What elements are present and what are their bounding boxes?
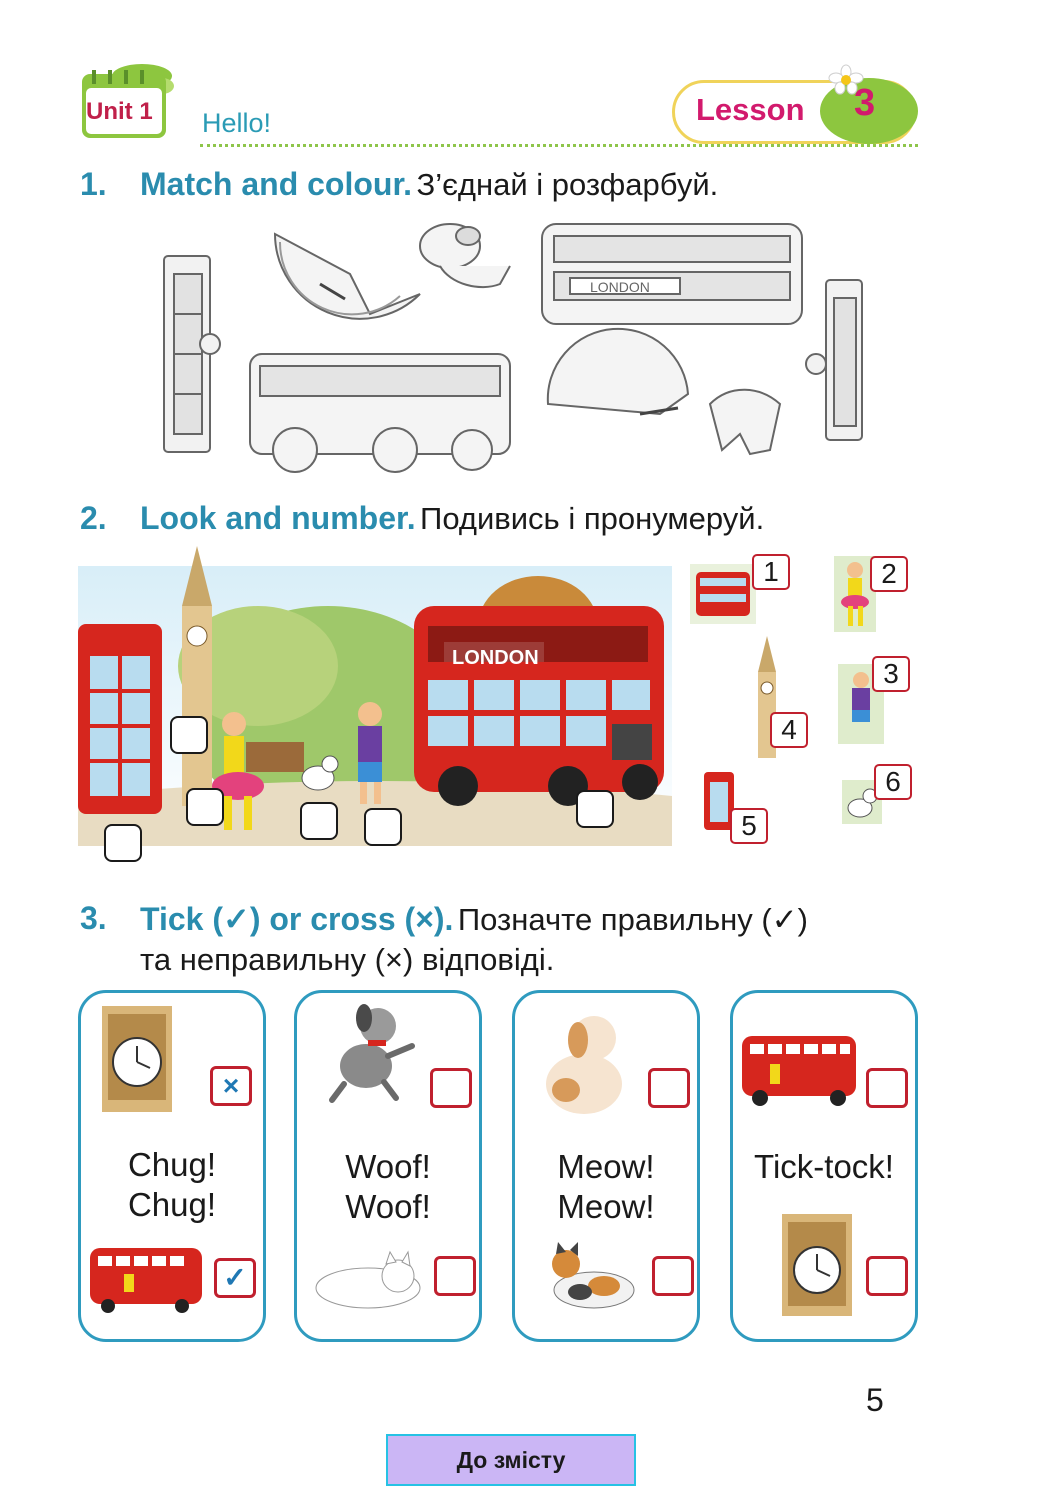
exercise-1-heading (140, 166, 718, 203)
card-4-bottom-answer-box[interactable] (866, 1256, 908, 1296)
thumb-number-1: 1 (752, 554, 790, 590)
exercise-2-heading (140, 500, 764, 537)
clock-half-icon (275, 234, 420, 319)
exercise-1-number: 1. (80, 166, 107, 202)
exercise-2-number: 2. (80, 500, 107, 536)
card-3-sound-line-1: Meow! (557, 1148, 655, 1185)
card-3-top-answer-box[interactable] (648, 1068, 690, 1108)
phone-box-half-right-icon (806, 280, 862, 440)
exercise-3-title-en: Tick (✓) or cross (×). (140, 901, 454, 937)
card-2-bottom-answer-box[interactable] (434, 1256, 476, 1296)
phone-box-half-left-icon (164, 256, 220, 452)
bus-half-top-icon (542, 224, 802, 324)
clock-tower-icon (92, 1000, 182, 1112)
red-bus-icon-2 (740, 1030, 858, 1108)
calico-cat-icon (544, 1240, 640, 1312)
thumb-number-2: 2 (870, 556, 908, 592)
exercise-3-heading (140, 900, 808, 938)
exercise-2-title-en: Look and number. (140, 500, 416, 536)
lesson-word: Lesson (696, 92, 805, 127)
unit-label: Unit 1 (86, 98, 153, 125)
lesson-number: 3 (854, 82, 876, 124)
card-2-sound-line-1: Woof! (345, 1148, 431, 1185)
bus-half-bottom-icon (250, 354, 510, 472)
card-2-sound-line-2: Woof! (345, 1188, 431, 1225)
exercise-3-title-ua-line2: та неправильну (×) відповіді. (140, 942, 555, 977)
bench-icon (246, 742, 304, 772)
card-4-sound-line-1: Tick-tock! (754, 1148, 894, 1185)
card-3-sound-line-2: Meow! (557, 1188, 655, 1225)
dog-half-icon (420, 224, 510, 287)
thumb-number-3: 3 (872, 656, 910, 692)
scene-answer-box-boy[interactable] (364, 808, 402, 846)
scene-answer-box-phone-box[interactable] (104, 824, 142, 862)
sitting-dog-icon (534, 1004, 634, 1118)
thumb-number-6: 6 (874, 764, 912, 800)
card-1-sound-line-1: Chug! (127, 1146, 217, 1183)
scene-answer-box-girl[interactable] (186, 788, 224, 826)
card-1-sound-line-2: Chug! (127, 1186, 217, 1223)
match-puzzle-illustration (150, 214, 870, 478)
phone-box-icon (78, 624, 162, 814)
card-1-bottom-answer-box[interactable]: ✓ (214, 1258, 256, 1298)
card-1-top-answer-box[interactable]: × (210, 1066, 252, 1106)
card-4-top-answer-box[interactable] (866, 1068, 908, 1108)
scene-answer-box-big-ben[interactable] (170, 716, 208, 754)
clock-tower-icon-2 (774, 1212, 860, 1316)
card-2-top-answer-box[interactable] (430, 1068, 472, 1108)
exercise-1-title-en: Match and colour. (140, 166, 413, 202)
speedometer-half-icon (548, 329, 688, 414)
exercise-3-title-ua: Позначте правильну (✓) (457, 902, 808, 937)
header-divider (200, 144, 918, 147)
dog-half-bottom-icon (710, 390, 780, 454)
red-bus-icon (88, 1244, 204, 1314)
scene-answer-box-bus[interactable] (576, 790, 614, 828)
puzzle-bus-sign: LONDON (590, 279, 650, 295)
card-3-bottom-answer-box[interactable] (652, 1256, 694, 1296)
page-number: 5 (866, 1382, 884, 1418)
exercise-2-title-ua: Подивись і пронумеруй. (420, 501, 765, 536)
double-decker-bus-icon (414, 606, 664, 806)
exercise-1-title-ua: З’єднай і розфарбуй. (416, 167, 719, 202)
scene-answer-box-dog[interactable] (300, 802, 338, 840)
jumping-dog-icon (324, 1000, 424, 1112)
bus-sign: LONDON (452, 647, 539, 669)
unit-title: Hello! (202, 108, 272, 138)
exercise-3-number: 3. (80, 900, 107, 936)
thumb-number-5: 5 (730, 808, 768, 844)
thumb-number-4: 4 (770, 712, 808, 748)
thumb-bus-icon (690, 564, 756, 624)
white-cat-icon (310, 1250, 428, 1312)
table-of-contents-button[interactable]: До змісту (386, 1434, 636, 1486)
